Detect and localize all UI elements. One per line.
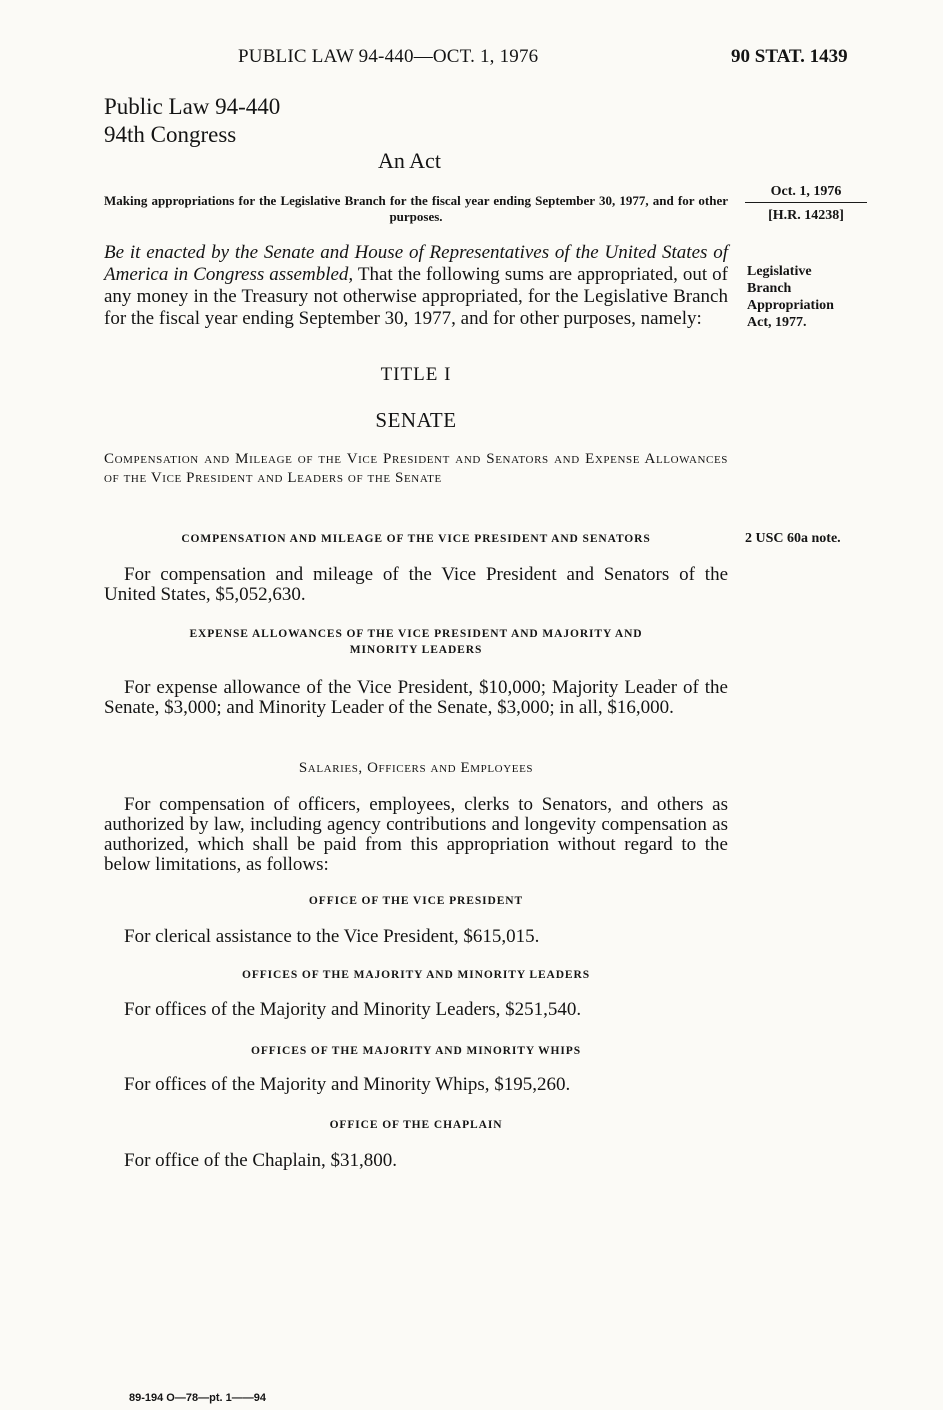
title-heading: TITLE I [380, 364, 452, 385]
congress-number: 94th Congress [104, 122, 237, 147]
section-paragraph: For compensation of officers, employees, clerks to Senators, and others as authorized by law, including agency contributions and longevity compensation as authorized, which shall be paid from this appropriation without regard to the below limitations, as follows: [104, 794, 728, 875]
print-code-footer: 89-194 O—78—pt. 1——94 [129, 1392, 266, 1404]
section-heading: OFFICE OF THE CHAPLAIN [329, 1119, 503, 1131]
act-title: An Act [378, 148, 441, 173]
section-heading: COMPENSATION AND MILEAGE OF THE VICE PRESIDENT AND SENATORS [181, 533, 651, 545]
section-paragraph: For expense allowance of the Vice President, $10,000; Majority Leader of the Senate, $3,000; and Minority Leader of the Senate, $3,000; in all, $16,000. [104, 677, 728, 718]
public-law-number: Public Law 94-440 [104, 94, 281, 119]
section-paragraph: For offices of the Majority and Minority Whips, $195,260. [124, 1074, 571, 1095]
section-heading: EXPENSE ALLOWANCES OF THE VICE PRESIDENT AND MAJORITY AND MINORITY LEADERS [189, 628, 643, 656]
senate-heading: SENATE [375, 408, 457, 432]
short-title-line: Appropriation [747, 298, 834, 313]
margin-date-note [745, 184, 867, 224]
section-group-heading: Compensation and Mileage of the Vice President and Senators and Expense Allowances of the Vice President and Leaders of the Senate [104, 451, 728, 486]
enacting-clause-text: That the following sums are appropriated, out of any money in the Treasury not otherwise appropriated, for the Legislative Branch for the fiscal year ending September 30, 1977, and for other purposes, namely: [104, 264, 728, 329]
short-title-line: Act, 1977. [747, 315, 807, 330]
section-paragraph: For office of the Chaplain, $31,800. [124, 1150, 397, 1171]
section-heading: OFFICES OF THE MAJORITY AND MINORITY WHIPS [250, 1045, 582, 1057]
statute-page-reference: 90 STAT. 1439 [731, 46, 848, 67]
running-head: PUBLIC LAW 94-440—OCT. 1, 1976 [238, 46, 539, 67]
section-heading: Salaries, Officers and Employees [298, 760, 534, 776]
act-purpose: Making appropriations for the Legislative Branch for the fiscal year ending September 30, 1977, and for other purposes. [104, 193, 728, 224]
margin-rule [745, 202, 867, 203]
enacting-clause [104, 242, 728, 330]
short-title-line: Legislative [747, 264, 812, 279]
bill-number: [H.R. 14238] [768, 208, 844, 223]
margin-short-title [747, 263, 877, 331]
section-heading: OFFICES OF THE MAJORITY AND MINORITY LEADERS [241, 969, 590, 981]
section-paragraph: For clerical assistance to the Vice President, $615,015. [124, 926, 540, 947]
section-paragraph: For offices of the Majority and Minority Leaders, $251,540. [124, 999, 582, 1020]
section-paragraph: For compensation and mileage of the Vice President and Senators of the United States, $5,052,630. [104, 564, 728, 605]
margin-usc-note: 2 USC 60a note. [745, 531, 841, 546]
enacting-clause-italic: Be it enacted by the Senate and House of Representatives of the United States of America in Congress assembled, [104, 242, 728, 285]
approval-date: Oct. 1, 1976 [770, 184, 842, 199]
short-title-line: Branch [747, 281, 792, 296]
section-heading: OFFICE OF THE VICE PRESIDENT [308, 895, 524, 907]
